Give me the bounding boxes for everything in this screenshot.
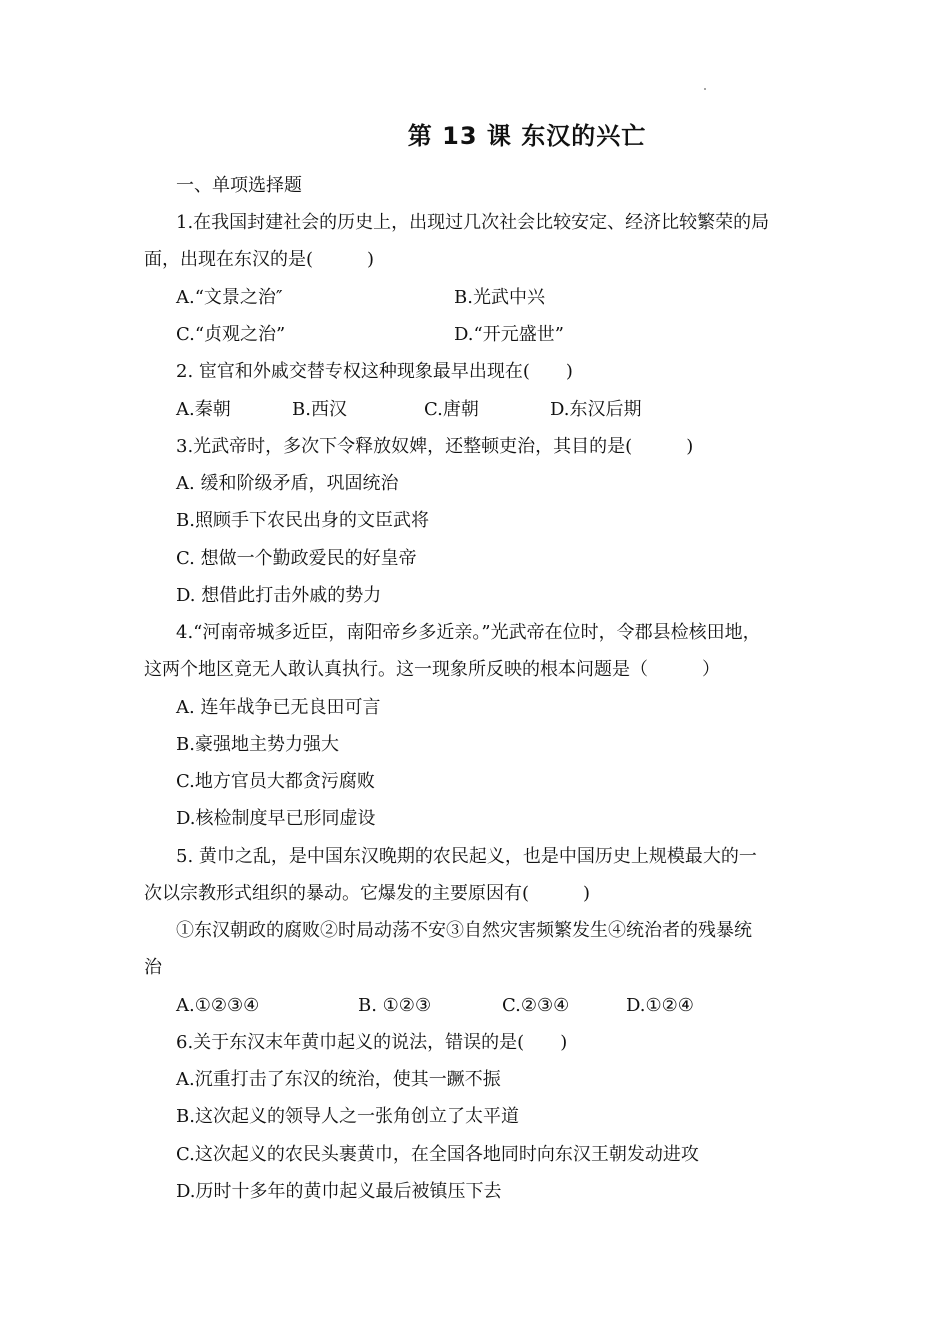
q4-option-d: D.核检制度早已形同虚设 — [176, 808, 376, 829]
q1-option-c: C.“贞观之治” — [176, 324, 286, 345]
q4-option-a: A. 连年战争已无良田可言 — [176, 697, 381, 718]
q5-stem-line2: 次以宗教形式组织的暴动。它爆发的主要原因有( ) — [144, 883, 591, 904]
q5-option-a: A.①②③④ — [176, 995, 260, 1016]
q6-option-a: A.沉重打击了东汉的统治，使其一蹶不振 — [176, 1069, 501, 1090]
q5-items-line2: 治 — [144, 957, 162, 978]
q3-option-a: A. 缓和阶级矛盾，巩固统治 — [176, 473, 399, 494]
q2-option-b: B.西汉 — [292, 399, 347, 420]
section-heading: 一、单项选择题 — [176, 175, 302, 196]
q4-stem-line1: 4.“河南帝城多近臣，南阳帝乡多近亲。”光武帝在位时，令郡县检核田地， — [176, 622, 761, 643]
q1-option-a: A.“文景之治″ — [176, 287, 283, 308]
stray-mark — [704, 88, 706, 90]
q1-option-b: B.光武中兴 — [454, 287, 545, 308]
q3-option-b: B.照顾手下农民出身的文臣武将 — [176, 510, 429, 531]
q4-option-c: C.地方官员大都贪污腐败 — [176, 771, 375, 792]
q1-option-d: D.“开元盛世” — [454, 324, 564, 345]
q6-option-b: B.这次起义的领导人之一张角创立了太平道 — [176, 1106, 519, 1127]
q2-option-c: C.唐朝 — [424, 399, 479, 420]
q5-option-c: C.②③④ — [502, 995, 570, 1016]
q2-stem: 2. 宦官和外戚交替专权这种现象最早出现在( ) — [176, 361, 573, 382]
q5-option-b: B. ①②③ — [358, 995, 432, 1016]
q5-items-line1: ①东汉朝政的腐败②时局动荡不安③自然灾害频繁发生④统治者的残暴统 — [176, 920, 752, 941]
q3-option-d: D. 想借此打击外戚的势力 — [176, 585, 382, 606]
q6-option-d: D.历时十多年的黄巾起义最后被镇压下去 — [176, 1181, 502, 1202]
q6-stem: 6.关于东汉末年黄巾起义的说法，错误的是( ) — [176, 1032, 568, 1053]
q1-stem-line1: 1.在我国封建社会的历史上，出现过几次社会比较安定、经济比较繁荣的局 — [176, 212, 770, 233]
page-title: 第 13 课 东汉的兴亡 — [407, 122, 647, 150]
q5-stem-line1: 5. 黄巾之乱，是中国东汉晚期的农民起义，也是中国历史上规模最大的一 — [176, 846, 757, 867]
q4-option-b: B.豪强地主势力强大 — [176, 734, 339, 755]
q4-stem-line2: 这两个地区竟无人敢认真执行。这一现象所反映的根本问题是（ ） — [144, 659, 720, 680]
q2-option-d: D.东汉后期 — [550, 399, 642, 420]
q6-option-c: C.这次起义的农民头裹黄巾，在全国各地同时向东汉王朝发动进攻 — [176, 1144, 699, 1165]
q2-option-a: A.秦朝 — [176, 399, 231, 420]
q5-option-d: D.①②④ — [626, 995, 694, 1016]
q3-stem: 3.光武帝时，多次下令释放奴婢，还整顿吏治，其目的是( ) — [176, 436, 694, 457]
q3-option-c: C. 想做一个勤政爱民的好皇帝 — [176, 548, 417, 569]
q1-stem-line2: 面，出现在东汉的是( ) — [144, 249, 375, 270]
